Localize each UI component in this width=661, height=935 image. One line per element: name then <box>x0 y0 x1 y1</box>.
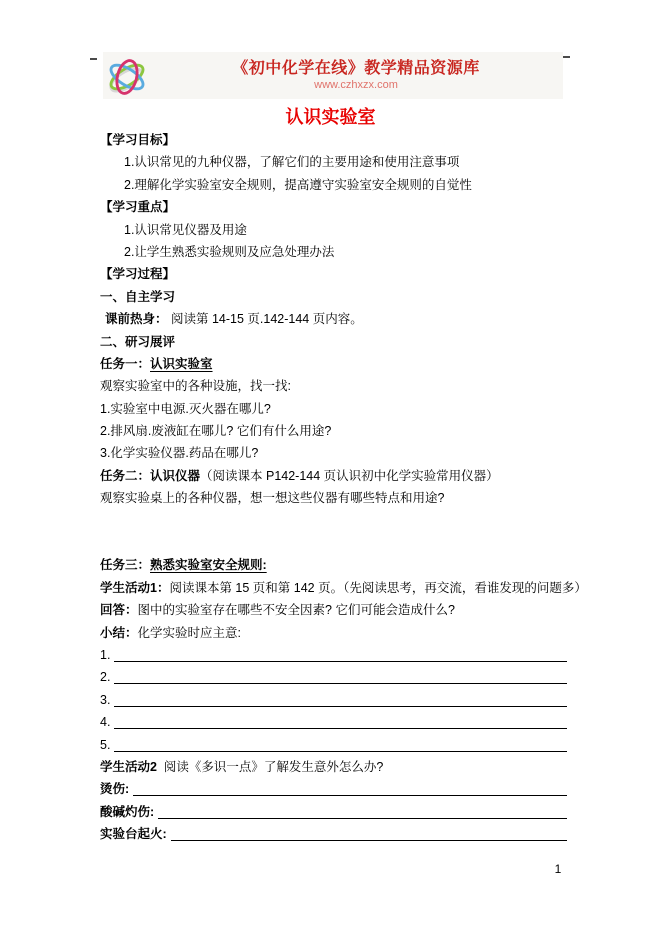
text-segment: 2.理解化学实验室安全规则，提高遵守实验室安全规则的自觉性 <box>124 177 472 192</box>
header-banner <box>103 52 563 99</box>
text-segment: 1.实验室中电源.灭火器在哪儿? <box>100 401 271 416</box>
text-segment: 【学习目标】 <box>100 133 176 147</box>
text-segment: 1. <box>100 647 111 662</box>
task-1-question-2 <box>100 421 567 443</box>
text-segment: 图中的实验室存在哪些不安全因素? 它们可能会造成什么? <box>137 603 455 618</box>
text-segment: 3. <box>100 692 111 707</box>
answer-prompt-line <box>100 600 567 622</box>
document-lines <box>100 130 587 847</box>
task-2-intro <box>100 488 567 510</box>
text-segment: 认识实验室 <box>150 356 213 371</box>
page-title: 认识实验室 <box>285 107 376 127</box>
text-segment: （阅读课本 P142-144 页认识初中化学实验常用仪器） <box>200 468 499 483</box>
text-segment: 熟悉实验室安全规则: <box>150 558 267 573</box>
text-segment: 2. <box>100 670 111 685</box>
text-segment: 阅读《多识一点》了解发生意外怎么办? <box>156 759 384 774</box>
text-segment: 学生活动1： <box>100 580 170 595</box>
scald-blank <box>100 779 567 801</box>
acid-alkali-burn-blank <box>100 802 567 824</box>
blank-underline <box>114 690 567 707</box>
subsection-seminar <box>100 332 567 354</box>
blank-underline <box>133 779 567 796</box>
banner-text-block <box>103 52 563 99</box>
text-segment: 实验台起火: <box>100 827 167 842</box>
page-number: 1 <box>554 862 562 876</box>
objective-item-2 <box>100 175 567 197</box>
blank-underline <box>114 712 567 729</box>
text-segment: 4. <box>100 715 111 730</box>
text-segment: 1.认识常见的九种仪器，了解它们的主要用途和使用注意事项 <box>124 155 460 170</box>
task-1-intro <box>100 376 567 398</box>
warmup-line <box>100 309 567 331</box>
subsection-self-study <box>100 287 567 309</box>
text-segment: 观察实验室中的各种设施，找一找: <box>100 379 291 394</box>
banner-title: 《初中化学在线》教学精品资源库 <box>232 59 480 77</box>
text-segment: 阅读课本第 15 页和第 142 页。（先阅读思考，再交流，看谁发现的问题多） <box>169 580 587 595</box>
text-segment: 3.化学实验仪器.药品在哪儿? <box>100 446 259 461</box>
summary-blank-2 <box>100 667 567 689</box>
activity-2-line <box>100 757 567 779</box>
text-segment: 任务一： <box>100 356 151 371</box>
blank-underline <box>114 735 567 752</box>
text-segment: 任务二：认识仪器 <box>100 468 201 483</box>
task-2-heading <box>100 466 567 488</box>
summary-line <box>100 623 567 645</box>
text-segment: 一、自主学习 <box>100 289 176 304</box>
text-segment: 学生活动2 <box>100 759 157 774</box>
blank-underline <box>158 802 567 819</box>
key-point-item-1 <box>100 220 567 242</box>
task-1-heading <box>100 354 567 376</box>
left-edge-mark <box>90 58 97 60</box>
task-1-question-3 <box>100 443 567 465</box>
section-heading-key-points <box>100 197 567 219</box>
atom-logo-icon <box>106 54 148 100</box>
blank-line <box>100 533 567 555</box>
text-segment: 2.排风扇.废液缸在哪儿? 它们有什么用途? <box>100 424 332 439</box>
summary-blank-4 <box>100 712 567 734</box>
summary-blank-1 <box>100 645 567 667</box>
text-segment: 化学实验时应主意: <box>137 625 241 640</box>
right-edge-mark <box>562 56 570 58</box>
summary-blank-5 <box>100 735 567 757</box>
summary-blank-3 <box>100 690 567 712</box>
text-segment: 酸碱灼伤: <box>100 804 155 819</box>
text-segment: 阅读第 14-15 页.142-144 页内容。 <box>167 312 363 327</box>
bench-fire-blank <box>100 824 567 846</box>
text-segment: 任务三： <box>100 558 151 573</box>
activity-1-line <box>100 578 587 600</box>
task-1-question-1 <box>100 399 567 421</box>
text-segment: 5. <box>100 737 111 752</box>
text-segment: 【学习过程】 <box>100 267 176 282</box>
text-segment: 观察实验桌上的各种仪器，想一想这些仪器有哪些特点和用途? <box>100 491 445 506</box>
blank-line <box>100 511 567 533</box>
objective-item-1 <box>100 152 567 174</box>
blank-underline <box>114 667 567 684</box>
blank-underline <box>114 645 567 662</box>
text-segment: 回答： <box>100 603 138 618</box>
task-3-heading <box>100 555 567 577</box>
text-segment: 2.让学生熟悉实验规则及应急处理办法 <box>124 244 335 259</box>
text-segment: 课前热身： <box>105 312 168 327</box>
section-heading-process <box>100 264 567 286</box>
blank-underline <box>171 824 567 841</box>
text-segment: 1.认识常见仪器及用途 <box>124 222 247 237</box>
section-heading-objectives <box>100 130 567 152</box>
text-segment: 【学习重点】 <box>100 200 176 215</box>
text-segment: 小结： <box>100 625 138 640</box>
banner-url: www.czhxzx.com <box>314 78 398 91</box>
key-point-item-2 <box>100 242 567 264</box>
text-segment: 二、研习展评 <box>100 334 176 349</box>
text-segment: 烫伤: <box>100 782 130 797</box>
